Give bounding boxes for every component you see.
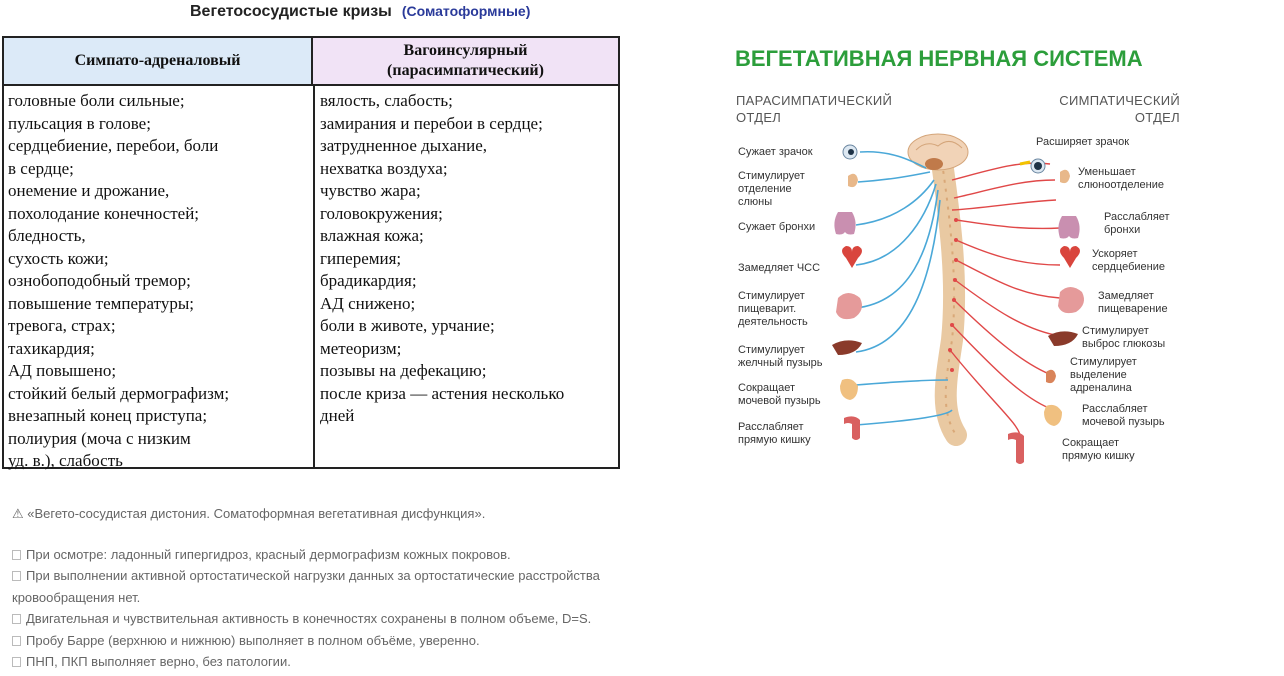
- parasympathetic-effect-label: [738, 262, 820, 275]
- bladder-icon: [1044, 405, 1062, 426]
- symptom-line: уд. в.), слабость: [8, 451, 123, 470]
- liver-icon: [1048, 331, 1078, 346]
- sympathetic-effect-label: [1070, 356, 1137, 395]
- parasympathetic-effect-label-line: прямую кишку: [738, 434, 811, 446]
- parasympathetic-effect-label: [738, 421, 811, 447]
- header-line: (парасимпатический): [387, 62, 544, 79]
- symptom-line: чувство жара;: [320, 181, 421, 200]
- symptom-line: похолодание конечностей;: [8, 203, 200, 223]
- symptom-line: сухость кожи;: [8, 248, 109, 268]
- sympathetic-effect-label-line: бронхи: [1104, 224, 1141, 236]
- symptom-line: дней: [320, 406, 355, 425]
- bladder-icon: [840, 379, 858, 400]
- symptom-line: сердцебиение, перебои, боли: [8, 136, 219, 155]
- exam-note: [12, 608, 702, 630]
- parasympathetic-effect-label-line: Замедляет ЧСС: [738, 262, 821, 274]
- symptom-line: после криза — астения несколько: [320, 383, 565, 403]
- sympathetic-effect-label: [1104, 211, 1170, 237]
- stomach-icon: [1058, 287, 1084, 313]
- header-vagoinsular: [313, 38, 618, 86]
- symptom-line: метеоризм;: [320, 338, 402, 358]
- diagram-title: ВЕГЕТАТИВНАЯ НЕРВНАЯ СИСТЕМА: [735, 46, 1143, 71]
- sympathetic-effect-label: [1098, 290, 1168, 316]
- symptom-line: ознобоподобный тремор;: [8, 271, 191, 290]
- exam-note-text: кровообращения нет.: [12, 589, 141, 605]
- sympathetic-effect-label: [1082, 403, 1165, 429]
- header-line: Симпато-адреналовый: [74, 52, 241, 69]
- parasympathetic-effect-label-line: Стимулирует: [738, 290, 805, 302]
- parasympathetic-effect-label-line: пищеварит.: [738, 303, 797, 315]
- right-organs: [1008, 159, 1084, 464]
- vagoinsular-symptoms: [320, 90, 615, 428]
- exam-note-text: При осмотре: ладонный гипергидроз, красный дермографизм кожных покровов.: [26, 546, 511, 562]
- sympathetic-effect-label-line: адреналина: [1070, 382, 1132, 394]
- symptom-line: влажная кожа;: [320, 226, 424, 245]
- liver-icon: [832, 340, 862, 355]
- parasympathetic-effect-label: [738, 170, 805, 209]
- crisis-table: [2, 36, 620, 469]
- stomach-icon: [836, 293, 862, 319]
- sympathetic-effect-label: [1078, 166, 1164, 192]
- sympathetic-effect-label-line: Расслабляет: [1082, 403, 1148, 415]
- exam-note: [12, 544, 702, 566]
- table-title-text: Вегетососудистые кризы: [190, 3, 392, 20]
- symptom-line: АД снижено;: [320, 293, 416, 313]
- symptom-line: брадикардия;: [320, 271, 417, 290]
- parasympathetic-effect-label-line: Сужает бронхи: [738, 221, 816, 233]
- salivary-gland-icon: [848, 174, 858, 187]
- parasympathetic-effect-label: [738, 146, 813, 159]
- sympathetic-effect-label-line: прямую кишку: [1062, 450, 1135, 462]
- symptom-line: гиперемия;: [320, 248, 402, 268]
- header-sympathoadrenal: [4, 38, 313, 86]
- salivary-gland-icon: [1060, 170, 1070, 183]
- bullet-box-icon: [12, 614, 21, 624]
- parasympathetic-effect-label-line: отделение: [738, 183, 792, 195]
- exam-notes-list: [12, 544, 702, 673]
- symptom-line: боли в животе, урчание;: [320, 316, 495, 335]
- heart-icon: [1060, 246, 1080, 268]
- symptom-line: нехватка воздуха;: [320, 158, 448, 178]
- table-subtitle: (Соматоформные): [401, 3, 531, 19]
- symptom-line: полиурия (моча с низким: [8, 428, 191, 448]
- lungs-icon: [1058, 216, 1079, 239]
- sympathetic-effect-label: [1092, 248, 1165, 274]
- symptom-line: пульсация в голове;: [8, 113, 151, 133]
- sympathetic-effect-label: [1036, 136, 1129, 149]
- sympathetic-effect-label-line: сердцебиение: [1092, 261, 1165, 273]
- symptom-line: в сердце;: [8, 158, 74, 178]
- parasympathetic-effect-label: [738, 382, 821, 408]
- sympathetic-effect-label-line: пищеварение: [1098, 303, 1168, 315]
- sympathetic-effect-label-line: Замедляет: [1098, 290, 1154, 302]
- symptom-line: позывы на дефекацию;: [320, 361, 487, 380]
- exam-note: [12, 630, 702, 652]
- sympathetic-nerves: [950, 163, 1060, 436]
- department-line: ПАРАСИМПАТИЧЕСКИЙ: [736, 93, 893, 108]
- parasympathetic-effect-label-line: деятельность: [738, 316, 808, 328]
- parasympathetic-effect-label-line: слюны: [738, 196, 773, 208]
- notes-section: [12, 503, 702, 673]
- parasympathetic-effect-label-line: Стимулирует: [738, 170, 805, 182]
- symptom-line: бледность,: [8, 226, 86, 245]
- parasympathetic-effect-label: [738, 290, 808, 329]
- bullet-box-icon: [12, 550, 21, 560]
- parasympathetic-effect-label: [738, 344, 822, 370]
- symptom-line: тревога, страх;: [8, 316, 116, 335]
- parasympathetic-effect-label-line: Сокращает: [738, 382, 796, 394]
- sympathetic-effect-label: [1082, 325, 1165, 351]
- diagnosis-note: ⚠ «Вегето-сосудистая дистония. Соматоформная вегетативная дисфункция».: [12, 506, 486, 521]
- adrenal-icon: [1046, 370, 1056, 383]
- symptom-line: АД повышено;: [8, 361, 117, 380]
- lungs-icon: [834, 212, 855, 235]
- symptom-line: головокружения;: [320, 203, 443, 223]
- bullet-box-icon: [12, 571, 21, 581]
- symptom-line: замирания и перебои в сердце;: [320, 113, 543, 133]
- sympathetic-effect-label-line: слюноотделение: [1078, 179, 1164, 191]
- exam-note-text: ПНП, ПКП выполняет верно, без патологии.: [26, 654, 291, 669]
- symptom-line: повышение температуры;: [8, 293, 195, 313]
- sympathetic-effect-label-line: Стимулирует: [1082, 325, 1149, 337]
- parasympathetic-effect-label-line: желчный пузырь: [738, 357, 823, 369]
- parasympathetic-effect-label-line: мочевой пузырь: [738, 395, 821, 407]
- parasympathetic-effect-label-line: Сужает зрачок: [738, 146, 813, 158]
- sympathoadrenal-symptoms: [8, 90, 308, 473]
- symptom-line: тахикардия;: [8, 338, 95, 358]
- department-line: ОТДЕЛ: [1134, 110, 1180, 125]
- exam-note: [12, 651, 702, 673]
- symptom-line: затрудненное дыхание,: [320, 136, 488, 155]
- bullet-box-icon: [12, 657, 21, 667]
- department-line: ОТДЕЛ: [736, 110, 782, 125]
- exam-note-text: Двигательная и чувствительная активность в конечностях сохранены в полном объеме, D=S.: [26, 611, 592, 626]
- parasympathetic-effect-label-line: Расслабляет: [738, 421, 804, 433]
- sympathetic-effect-label-line: Ускоряет: [1092, 248, 1138, 260]
- brain: [908, 134, 968, 170]
- symptom-line: вялость, слабость;: [320, 91, 453, 110]
- exam-note-text: Пробу Барре (верхнюю и нижнюю) выполняет в полном объёме, уверенно.: [26, 632, 480, 648]
- parasympathetic-effect-label: [738, 221, 815, 234]
- sympathetic-effect-label-line: Сокращает: [1062, 437, 1120, 449]
- parasympathetic-effect-label-line: Стимулирует: [738, 344, 805, 356]
- department-line: СИМПАТИЧЕСКИЙ: [1059, 93, 1180, 108]
- left-organs: [832, 145, 862, 440]
- exam-note: [12, 587, 702, 609]
- symptom-line: онемение и дрожание,: [8, 181, 170, 200]
- rectum-icon: [844, 416, 860, 440]
- sympathetic-effect-label-line: Стимулирует: [1070, 356, 1137, 368]
- sympathetic-effect-label-line: выброс глюкозы: [1082, 338, 1166, 350]
- symptom-line: стойкий белый дермографизм;: [8, 383, 230, 403]
- column-divider: [313, 84, 315, 467]
- bullet-box-icon: [12, 636, 21, 646]
- exam-note-text: При выполнении активной ортостатической нагрузки данных за ортостатические расстройства: [26, 568, 600, 583]
- sympathetic-effect-label-line: Уменьшает: [1078, 166, 1136, 178]
- sympathetic-effect-label-line: Расширяет зрачок: [1036, 136, 1130, 148]
- sympathetic-effect-label-line: Расслабляет: [1104, 211, 1170, 223]
- table-title: [190, 3, 530, 21]
- rectum-icon: [1008, 432, 1024, 464]
- sympathetic-effect-label-line: выделение: [1070, 369, 1127, 381]
- sympathetic-effect-label-line: мочевой пузырь: [1082, 416, 1165, 428]
- header-line: Вагоинсулярный: [403, 42, 528, 59]
- symptom-line: головные боли сильные;: [8, 91, 185, 110]
- symptom-line: внезапный конец приступа;: [8, 406, 208, 425]
- sympathetic-effect-label: [1062, 437, 1135, 463]
- exam-note: [12, 565, 702, 587]
